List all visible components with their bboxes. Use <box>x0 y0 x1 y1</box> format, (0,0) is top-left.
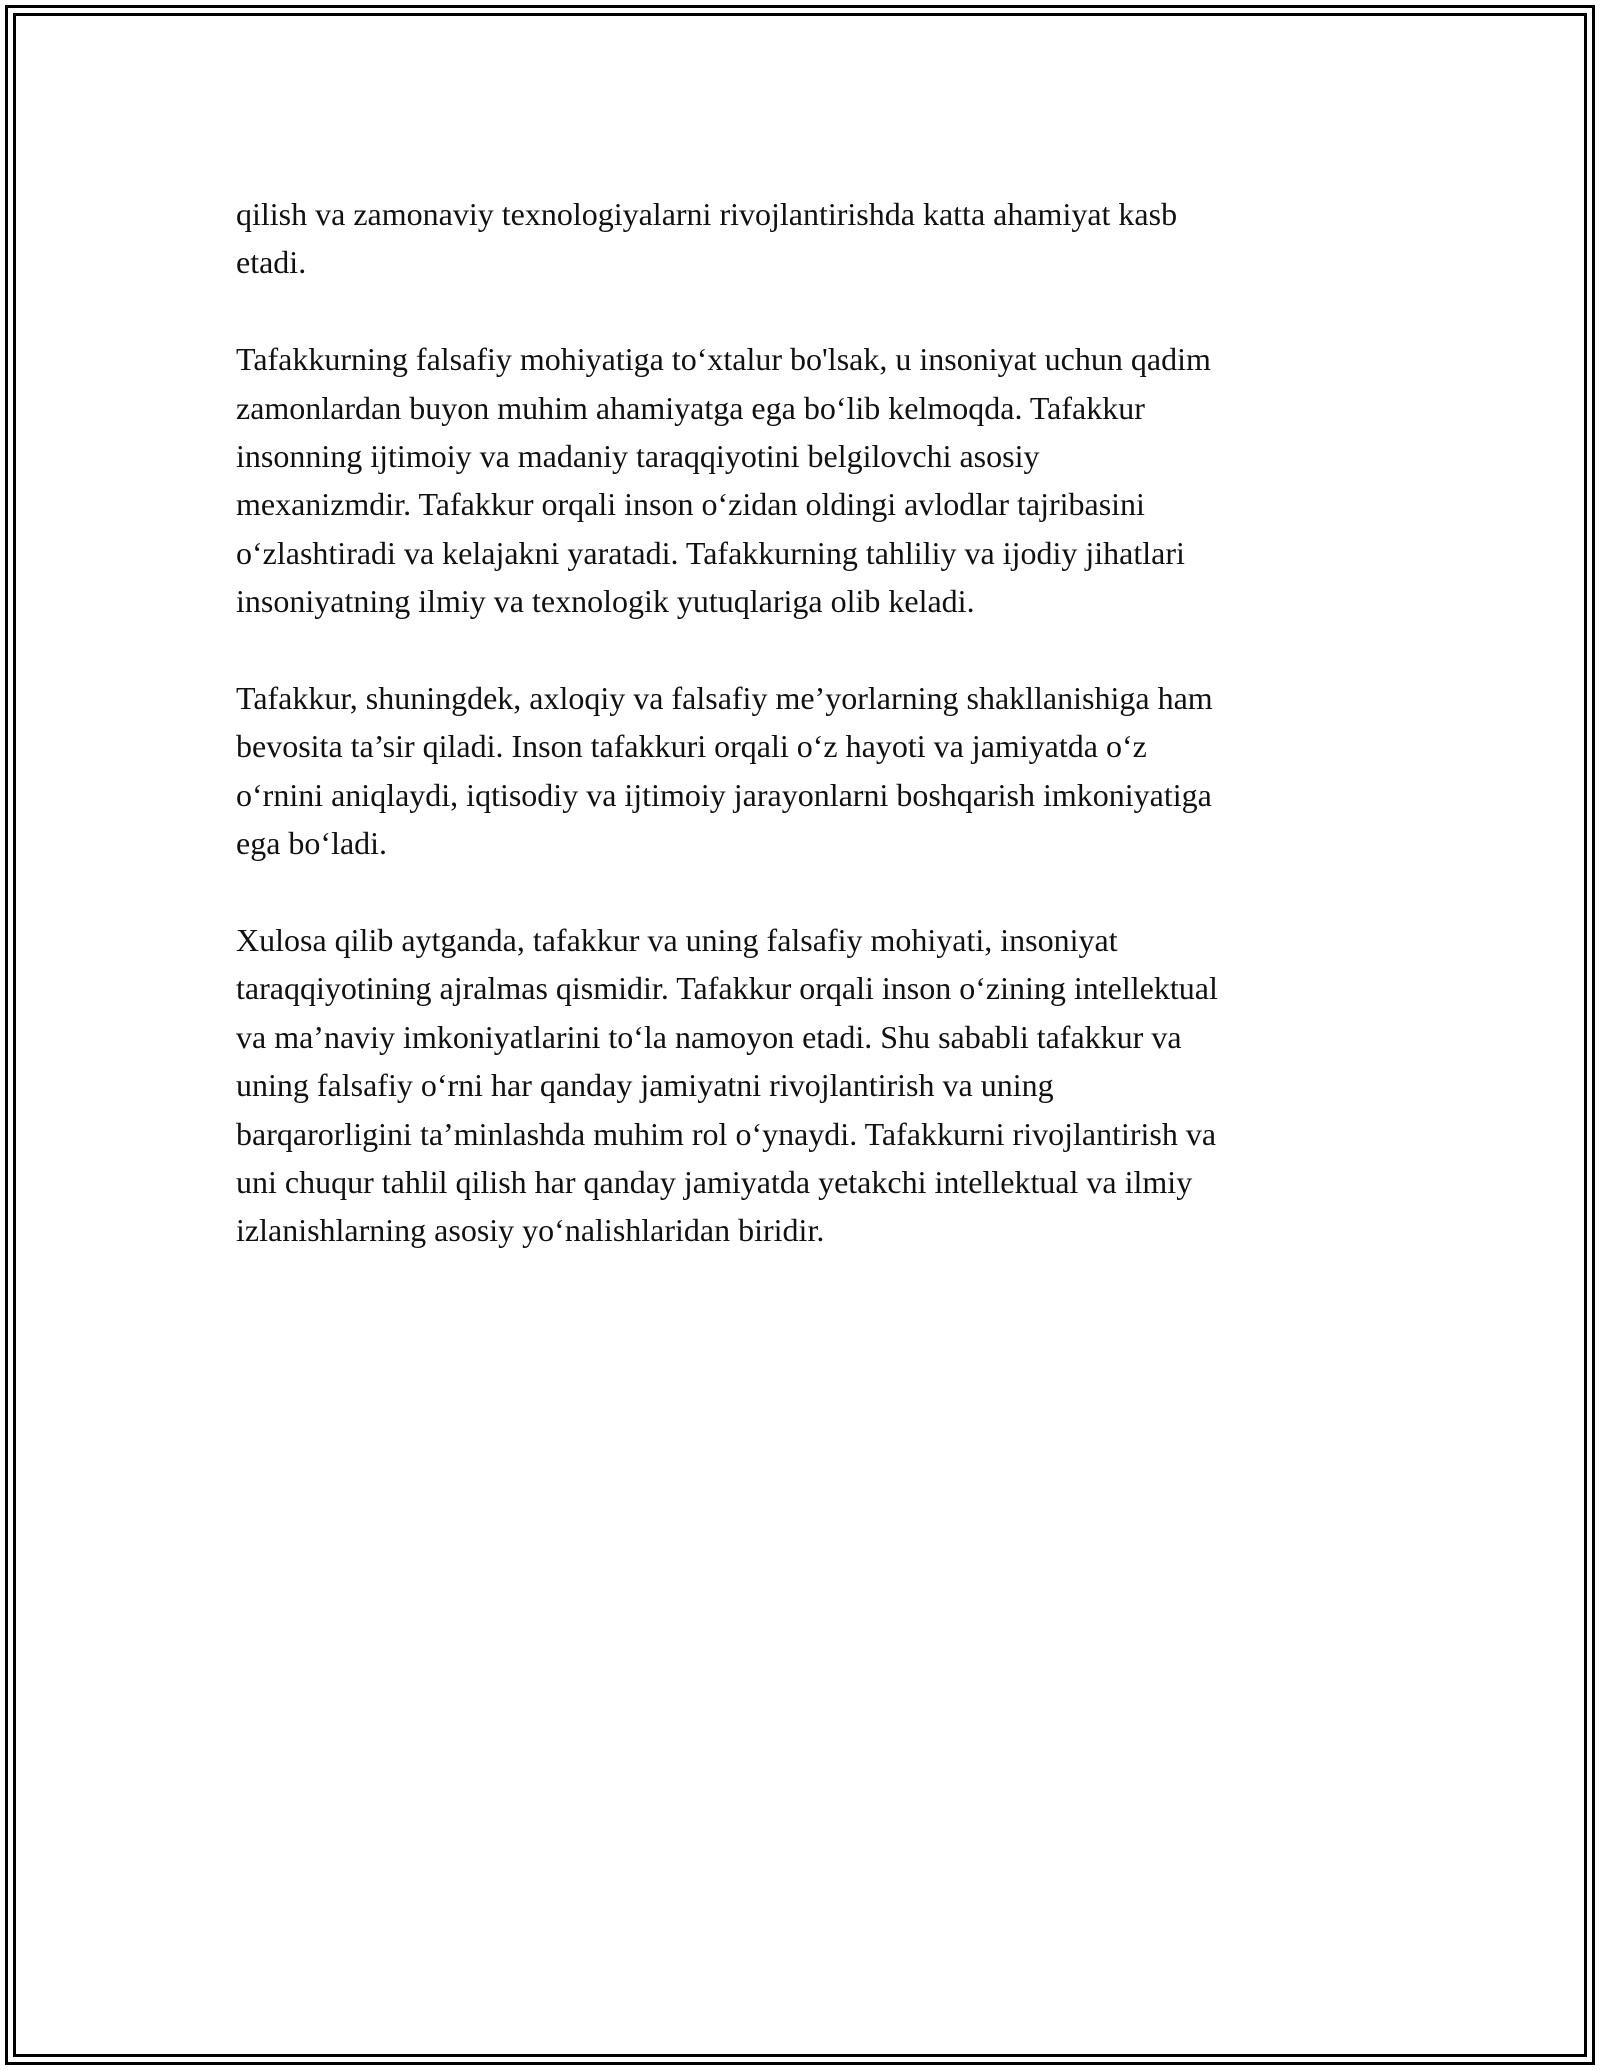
paragraph-continuation: qilish va zamonaviy texnologiyalarni rivojlantirishda katta ahamiyat kasb etadi. <box>236 196 1178 281</box>
paragraph-philosophical-essence: Tafakkurning falsafiy mohiyatiga to‘xtalur bo'lsak, u insoniyat uchun qadim zamonlardan buyon muhim ahamiyatga ega bo‘lib kelmoqda. Tafakkur insonning ijtimoiy va madaniy taraqqiyotini belgilovchi asosiy mexanizmdir. Tafakkur orqali inson o‘zidan oldingi avlodlar tajribasini o‘zlashtiradi va kelajakni yaratadi. Tafakkurning tahliliy va ijodiy jihatlari insoniyatning ilmiy va texnologik yutuqlariga olib keladi. <box>236 341 1211 620</box>
paragraph-conclusion: Xulosa qilib aytganda, tafakkur va uning falsafiy mohiyati, insoniyat taraqqiyotining ajralmas qismidir. Tafakkur orqali inson o‘zining intellektual va ma’naviy imkoniyatlarini to‘la namoyon etadi. Shu sababli tafakkur va uning falsafiy o‘rni har qanday jamiyatni rivojlantirish va uning barqarorligini ta’minlashda muhim rol o‘ynaydi. Tafakkurni rivojlantirish va uni chuqur tahlil qilish har qanday jamiyatda yetakchi intellektual va ilmiy izlanishlarning asosiy yo‘nalishlaridan biridir. <box>236 922 1218 1249</box>
document-body <box>236 190 1376 1255</box>
paragraph-moral-norms: Tafakkur, shuningdek, axloqiy va falsafiy me’yorlarning shakllanishiga ham bevosita ta’sir qiladi. Inson tafakkuri orqali o‘z hayoti va jamiyatda o‘z o‘rnini aniqlaydi, iqtisodiy va ijtimoiy jarayonlarni boshqarish imkoniyatiga ega bo‘ladi. <box>236 680 1213 862</box>
